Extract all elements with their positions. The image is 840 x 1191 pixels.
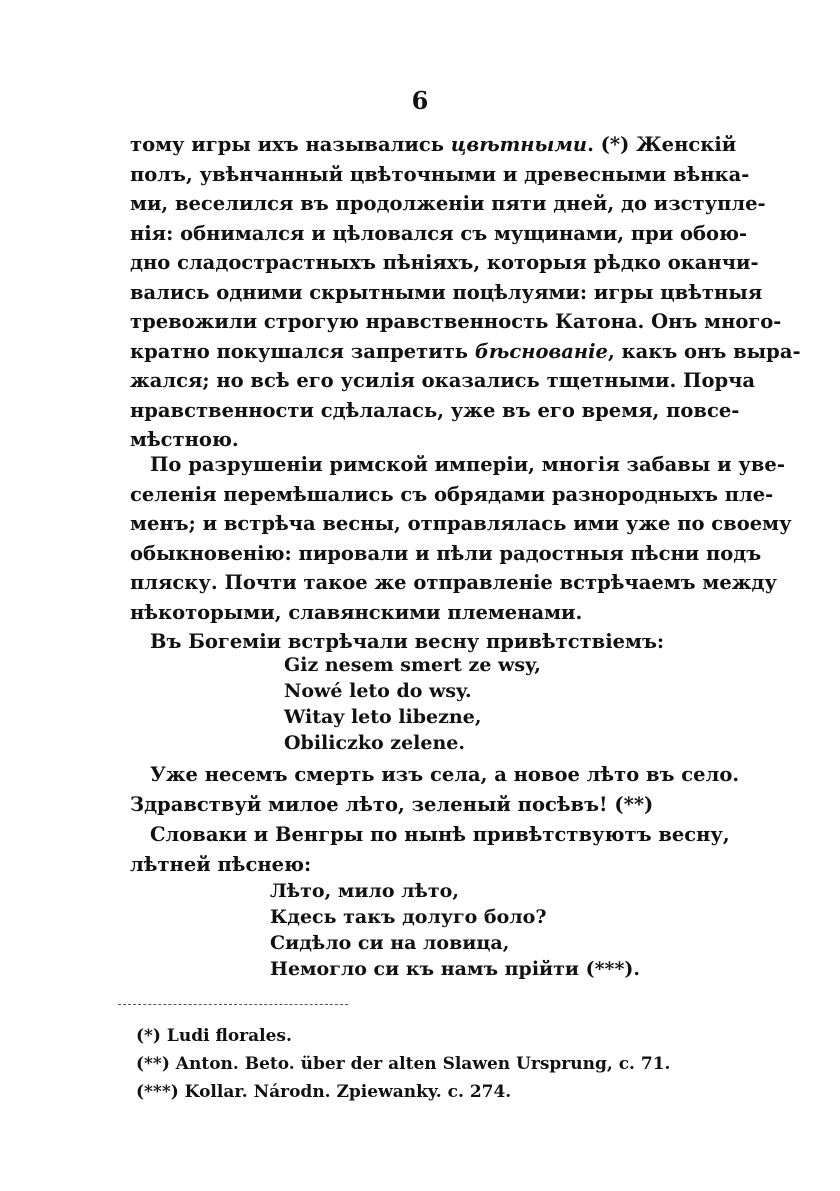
text-line: лѣтней пѣснею: — [130, 853, 312, 876]
text-line: нѣкоторыми, славянскими племенами. — [130, 600, 583, 624]
text-line: нія: обнимался и цѣловался съ мущинами, при обою- — [130, 221, 748, 245]
verse-line: Сидѣло си на ловица, — [270, 932, 510, 954]
text-line: пляску. Почти такое же отправленіе встрѣчаемъ между — [130, 571, 777, 594]
bohemia-intro-line: Въ Богеміи встрѣчали весну привѣтствіемъ: — [150, 630, 665, 653]
text-line: дно сладострастныхъ пѣніяхъ, которыя рѣдко оканчи- — [130, 251, 759, 274]
text-line: менъ; и встрѣча весны, отправлялась ими уже по своему — [130, 512, 792, 535]
verse-line: Obiliczko zelene. — [284, 732, 466, 754]
text-line: тому игры ихъ назывались цвѣтными. (*) Женскій — [130, 133, 737, 156]
verse-line: Кдесь такъ долуго боло? — [270, 906, 547, 928]
footnote: (**) Anton. Beto. über der alten Slawen Ursprung, c. 71. — [136, 1054, 671, 1074]
verse-line: Giz nesem smert ze wsy, — [284, 654, 541, 676]
text-line: Здравствуй милое лѣто, зеленый посѣвъ! (**) — [130, 793, 654, 816]
footnotes — [136, 1022, 670, 1106]
text-line: вались одними скрытными поцѣлуями: игры цвѣтныя — [130, 280, 763, 304]
verse-line: Witay leto libezne, — [284, 706, 482, 728]
paragraph-cvetnye-igry — [130, 130, 801, 455]
text-line: По разрушеніи римской имперіи, многія забавы и уве- — [150, 453, 785, 476]
text-line: обыкновенію: пировали и пѣли радостныя пѣсни подъ — [130, 541, 762, 565]
text-line: полъ, увѣнчанный цвѣточными и древесными вѣнка- — [130, 162, 750, 186]
verse-line: Nowé leto do wsy. — [284, 680, 472, 702]
text-line: тревожили строгую нравственность Катона. Онъ много- — [130, 310, 782, 333]
text-line: селенія перемѣшались съ обрядами разнородныхъ пле- — [130, 482, 774, 506]
czech-verse — [284, 652, 541, 756]
text-line: Уже несемъ смерть изъ села, а новое лѣто въ село. — [150, 763, 740, 786]
text-line: нравственности сдѣлалась, уже въ его время, повсе- — [130, 398, 740, 422]
verse-line: Лѣто, мило лѣто, — [270, 880, 459, 902]
text-line: ми, веселился въ продолженіи пяти дней, до изступле- — [130, 192, 766, 215]
slovak-verse — [270, 878, 640, 982]
footnote: (***) Kollar. Národn. Zpiewanky. c. 274. — [136, 1082, 512, 1102]
text-line: мѣстною. — [130, 428, 239, 451]
text-line: жался; но всѣ его усилія оказались тщетными. Порча — [130, 369, 755, 392]
footnote-divider — [118, 1004, 348, 1005]
text-line: Словаки и Венгры по нынѣ привѣтствуютъ весну, — [150, 823, 730, 846]
text-line: кратно покушался запретить бѣснованіе, какъ онъ выра- — [130, 339, 801, 363]
paragraph-translation — [130, 760, 740, 880]
footnote: (*) Ludi florales. — [136, 1026, 292, 1046]
paragraph-roman-empire — [130, 450, 792, 657]
verse-line: Немогло си къ намъ прійти (***). — [270, 958, 641, 980]
page-number: 6 — [411, 86, 429, 115]
